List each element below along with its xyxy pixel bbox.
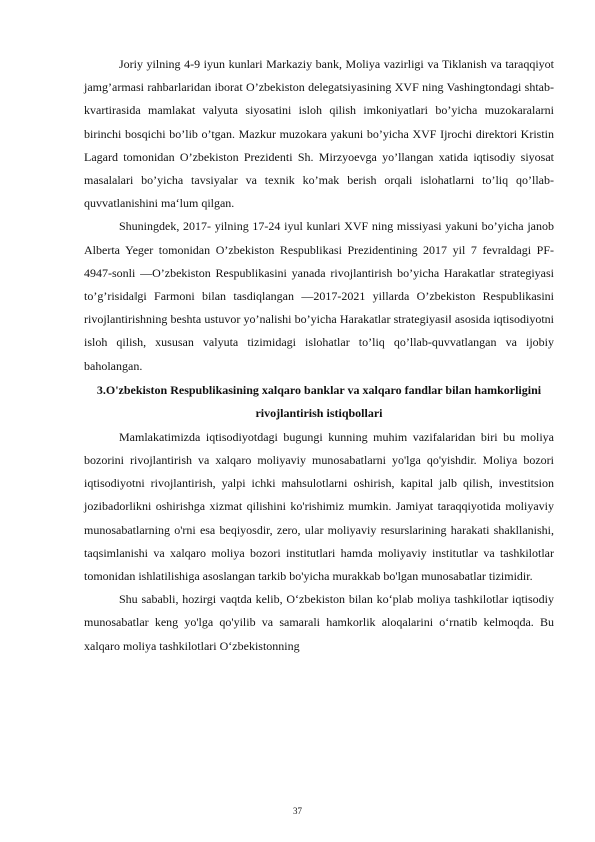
paragraph-imf-negotiations: Joriy yilning 4-9 iyun kunlari Markaziy bank, Moliya vazirligi va Tiklanish va taraqqiyot jamg’armasi rahbarlaridan iborat O’zbekiston delegatsiyasining XVF ning Vashingtondagi shtab-kvartirasida mamlakat valyuta siyosatini isloh qilish imkoniyatlari bo’yicha muzokaralarni birinchi bosqichi bo’lib o’tgan. Mazkur muzokara yakuni bo’yicha XVF Ijrochi direktori Kristin Lagard tomonidan O’zbekiston Prezidenti Sh. Mirzyoevga yo’llangan xatida iqtisodiy siyosat masalalari bo’yicha tavsiyalar va texnik ko’mak berish orqali islohatlarni to’liq qo’llab-quvvatlanishini ma‘lum qilgan. [84, 57, 554, 211]
paragraph-financial-market: Mamlakatimizda iqtisodiyotdagi bugungi kunning muhim vazifalaridan biri bu moliya bozorini rivojlantirish va xalqaro moliyaviy munosabatlarni yo'lga qo'yishdir. Moliya bozori iqtisodiyotni rivojlantirish, yalpi ichki mahsulotlarni oshirish, kapital jalb qilish, investitsion jozibadorlikni oshirishga xizmat qilishini ko'rishimiz mumkin. Jamiyat taraqqiyotida moliyaviy munosabatlarning o'rni esa beqiyosdir, zero, ular moliyaviy resurslarining harakati shakllanishi, taqsimlanishi va xalqaro moliya bozori institutlari hamda moliyaviy institutlar va tashkilotlar tomonidan ishlatilishiga asoslangan tarkib bo'yicha murakkab bo'lgan munosabatlar tizimidir. [84, 429, 554, 584]
paragraph-cooperation: Shu sababli, hozirgi vaqtda kelib, O‘zbekiston bilan ko‘plab moliya tashkilotlar iqtisodiy munosabatlar keng yo'lga qo'yilib va samarali hamkorlik aloqalarini o‘rnatib kelmoqda. Bu xalqaro moliya tashkilotlari O‘zbekistonning [84, 592, 554, 653]
page-number: 37 [293, 806, 302, 816]
paragraph-imf-mission: Shuningdek, 2017- yilning 17-24 iyul kunlari XVF ning missiyasi yakuni bo’yicha janob Alberta Yeger tomonidan O’zbekiston Respublikasi Prezidentining 2017 yil 7 fevraldagi PF-4947-sonli ―O’zbekiston Respublikasini yanada rivojlantirish bo’yicha Harakatlar strategiyasi to’g’risida‖gi Farmoni bilan tasdiqlangan ―2017-2021 yillarda O’zbekiston Respublikasini rivojlantirishning beshta ustuvor yo’nalishi bo’yicha Harakatlar strategiyasi‖ asosida iqtisodiyotni isloh qilish, xususan valyuta tizimidagi islohatlar to’liq qo’llab-quvvatlangan va ijobiy baholangan. [84, 219, 554, 373]
section-heading: 3.O'zbekiston Respublikasining xalqaro banklar va xalqaro fandlar bilan hamkorligini rivojlantirish istiqbollari [96, 382, 542, 421]
document-body [84, 53, 554, 658]
